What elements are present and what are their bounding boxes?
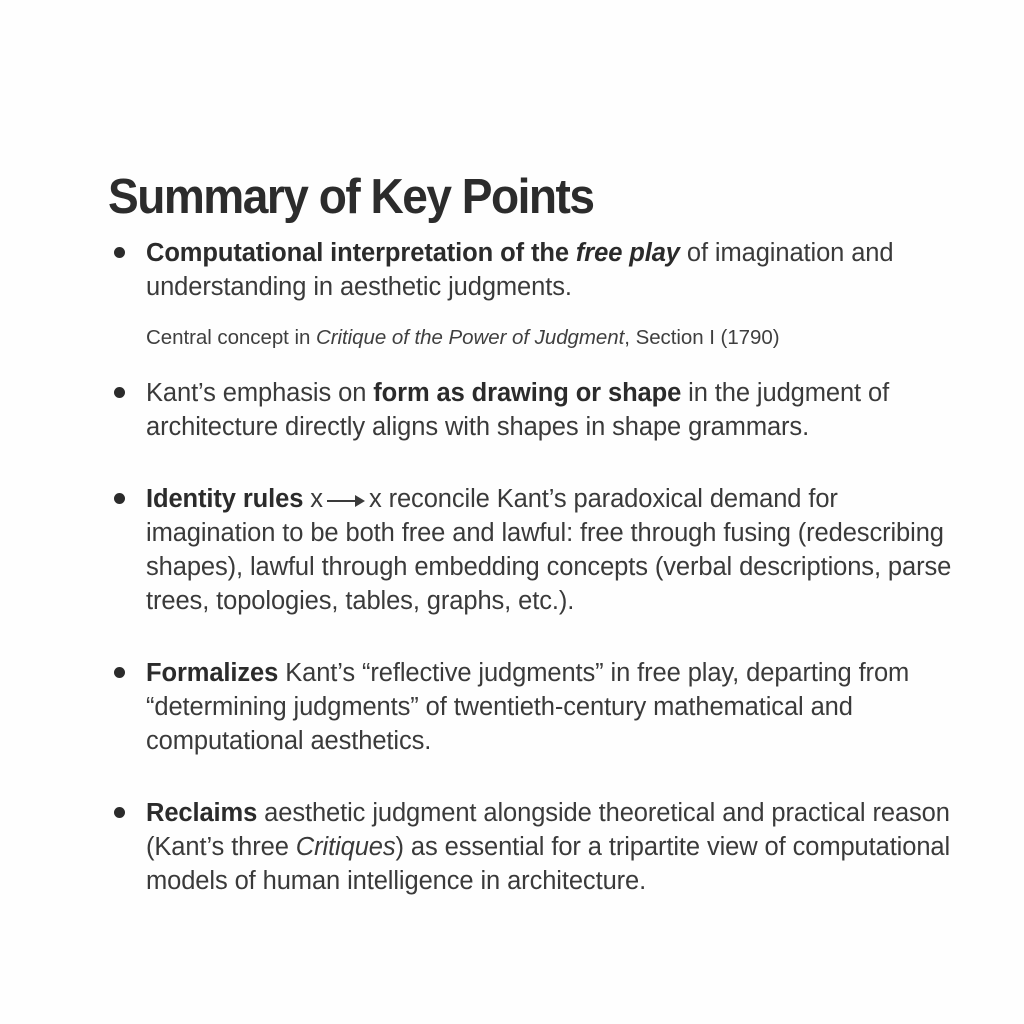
list-item-identity-rules [0,482,1024,618]
page-title: Summary of Key Points [108,169,594,224]
bullet-5-mid: aesthetic judgment alongside theoretical and practical reason (Kant’s three [146,799,950,861]
bullet-4-bold-phrase: Formalizes [146,659,279,687]
bullet-2-prefix: Kant’s emphasis on [146,379,374,407]
bullet-point-icon [114,667,125,678]
list-item-text [146,482,952,618]
list-item-form-as-drawing-or-shape [0,376,1024,444]
long-rightwards-arrow-icon [327,495,365,506]
key-points-list [0,236,1024,918]
bullet-point-icon [114,493,125,504]
list-item-text [146,376,952,444]
bullet-5-bold-phrase: Reclaims [146,799,258,827]
bullet-1-free-play-emphasis: free play [575,239,680,267]
bullet-2-bold-phrase: form as drawing or shape [373,379,682,407]
sub-note-book-title: Critique of the Power of Judgment [315,326,625,349]
bullet-1-lead-bold: Computational interpretation of the [146,239,576,267]
list-item-text [146,236,952,304]
spacer [0,778,1024,796]
list-item-computational-interpretation [0,236,1024,304]
spacer [0,464,1024,482]
bullet-2-suffix: in the judgment of architecture directly aligns with shapes in shape grammars. [146,379,890,441]
list-item-text [146,656,952,758]
bullet-point-icon [114,247,125,258]
bullet-4-rest: Kant’s “reflective judgments” in free play, departing from “determining judgments” of twentieth-century mathematical and computational aesthetics. [146,659,910,755]
bullet-3-rest: x reconcile Kant’s paradoxical demand for imagination to be both free and lawful: free through fusing (redescribing shapes), lawful through embedding concepts (verbal descriptions, parse trees, topologies, tables, graphs, etc.). [146,485,952,615]
spacer [0,638,1024,656]
bullet-point-icon [114,807,125,818]
bullet-5-critiques-italic: Critiques [295,833,396,861]
sub-note-prefix: Central concept in [146,326,316,349]
bullet-3-bold-phrase: Identity rules [146,485,304,513]
bullet-point-icon [114,387,125,398]
sub-note-central-concept [0,324,1024,352]
list-item-formalizes [0,656,1024,758]
list-item-reclaims [0,796,1024,898]
sub-note-suffix: , Section I (1790) [624,326,780,349]
bullet-5-suffix: ) as essential for a tripartite view of computational models of human intelligence in architecture. [146,833,951,895]
bullet-3-after-bold: x [303,485,323,513]
list-item-text [146,796,952,898]
bullet-1-rest: of imagination and understanding in aesthetic judgments. [146,239,894,301]
